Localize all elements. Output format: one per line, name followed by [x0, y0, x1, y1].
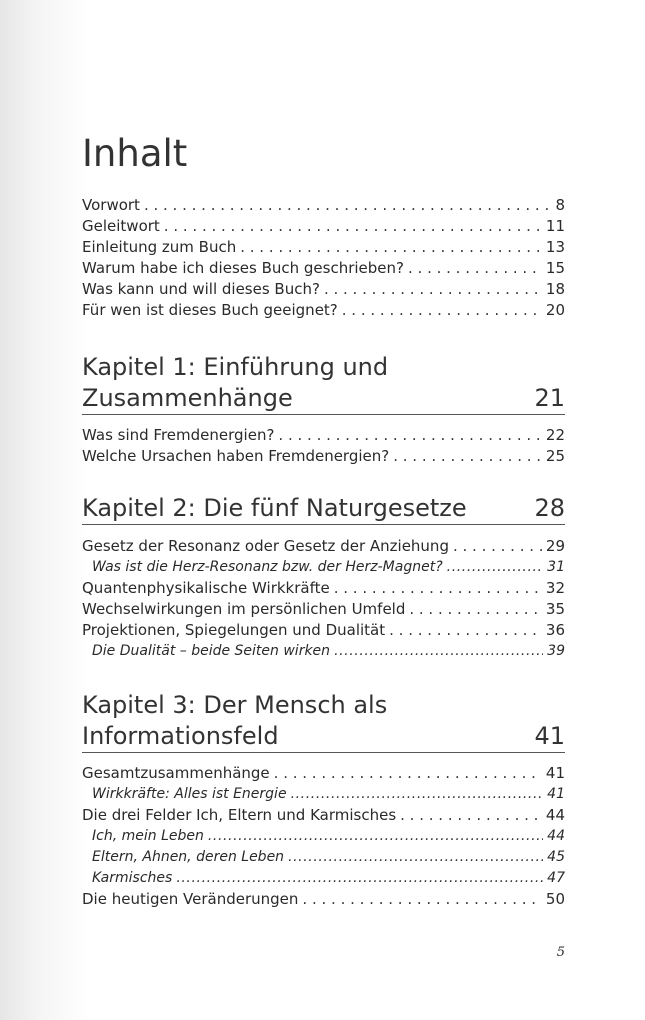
toc-entry[interactable]: [82, 889, 565, 910]
toc-entry-page: 22: [545, 426, 565, 444]
dot-leader: [334, 578, 542, 599]
toc-entry-label: Quantenphysikalische Wirkkräfte: [82, 579, 330, 597]
toc-entry[interactable]: [82, 237, 565, 258]
toc-entry-page: 50: [545, 890, 565, 908]
toc-entry-label: Die heutigen Veränderungen: [82, 890, 299, 908]
toc-entry-label: Was kann und will dieses Buch?: [82, 280, 320, 298]
toc-entry[interactable]: [82, 446, 565, 467]
toc-entry-page: 31: [547, 559, 565, 575]
toc-entry-label: Gesamtzusammenhänge: [82, 764, 270, 782]
toc-entry[interactable]: [82, 300, 565, 321]
chapter-title-line: Kapitel 3: Der Mensch als: [82, 691, 388, 719]
dot-leader: [409, 599, 542, 620]
toc-entry[interactable]: [82, 195, 565, 216]
toc-page: [82, 0, 565, 1020]
toc-entry-page: 29: [545, 537, 565, 555]
dot-leader: [334, 641, 543, 662]
toc-entry-label: Ich, mein Leben: [92, 828, 204, 844]
dot-leader: [288, 847, 543, 868]
toc-entry[interactable]: [82, 599, 565, 620]
toc-entry-label: Karmisches: [92, 870, 173, 886]
chapter-title-line: Informationsfeld: [82, 722, 279, 750]
toc-entry-page: 8: [555, 196, 565, 214]
chapter-page: 21: [534, 384, 565, 412]
toc-subentry[interactable]: [82, 784, 565, 805]
page-number: 5: [556, 945, 565, 960]
toc-entry[interactable]: [82, 578, 565, 599]
toc-entry-label: Die Dualität – beide Seiten wirken: [92, 643, 331, 659]
toc-entry-label: Vorwort: [82, 196, 140, 214]
toc-entry-page: 44: [547, 828, 565, 844]
dot-leader: [453, 536, 542, 557]
toc-entry-page: 39: [547, 643, 565, 659]
dot-leader: [240, 237, 542, 258]
dot-leader: [144, 195, 552, 216]
toc-entry-page: 44: [545, 806, 565, 824]
toc-entry-label: Gesetz der Resonanz oder Gesetz der Anziehung: [82, 537, 449, 555]
dot-leader: [389, 620, 542, 641]
dot-leader: [324, 279, 542, 300]
toc-entry-page: 41: [547, 786, 565, 802]
chapter-page: 41: [534, 722, 565, 750]
toc-entry-label: Wechselwirkungen im persönlichen Umfeld: [82, 600, 406, 618]
dot-leader: [164, 216, 542, 237]
chapter-2-entries: [82, 536, 565, 662]
toc-entry[interactable]: [82, 763, 565, 784]
toc-subentry[interactable]: [82, 641, 565, 662]
toc-entry-page: 45: [547, 849, 565, 865]
toc-entry[interactable]: [82, 620, 565, 641]
chapter-heading-2[interactable]: [82, 493, 565, 525]
toc-entry-page: 18: [545, 280, 565, 298]
dot-leader: [291, 784, 544, 805]
chapter-heading-3[interactable]: [82, 690, 565, 753]
toc-entry-page: 25: [545, 447, 565, 465]
chapter-title-line: Kapitel 2: Die fünf Naturgesetze: [82, 494, 467, 522]
dot-leader: [342, 300, 542, 321]
toc-subentry[interactable]: [82, 868, 565, 889]
toc-entry[interactable]: [82, 805, 565, 826]
dot-leader: [400, 805, 542, 826]
toc-entry-page: 47: [547, 870, 565, 886]
toc-entry-label: Geleitwort: [82, 217, 160, 235]
dot-leader: [393, 446, 542, 467]
toc-entry-page: 32: [545, 579, 565, 597]
toc-entry-label: Eltern, Ahnen, deren Leben: [92, 849, 285, 865]
toc-entry[interactable]: [82, 216, 565, 237]
chapter-3-entries: [82, 763, 565, 910]
toc-entry-page: 36: [545, 621, 565, 639]
toc-subentry[interactable]: [82, 847, 565, 868]
toc-entry-label: Die drei Felder Ich, Eltern und Karmisches: [82, 806, 397, 824]
toc-entry-label: Was ist die Herz-Resonanz bzw. der Herz-Magnet?: [92, 559, 443, 575]
toc-entry-label: Was sind Fremdenergien?: [82, 426, 275, 444]
toc-entry-label: Für wen ist dieses Buch geeignet?: [82, 301, 338, 319]
chapter-heading-1[interactable]: [82, 352, 565, 415]
toc-entry-label: Wirkkräfte: Alles ist Energie: [92, 786, 287, 802]
dot-leader: [408, 258, 542, 279]
toc-entry[interactable]: [82, 258, 565, 279]
toc-subentry[interactable]: [82, 826, 565, 847]
front-matter-list: [82, 195, 565, 321]
toc-entry-page: 15: [545, 259, 565, 277]
dot-leader: [302, 889, 541, 910]
chapter-page: 28: [534, 494, 565, 522]
toc-entry-page: 41: [545, 764, 565, 782]
toc-entry-label: Einleitung zum Buch: [82, 238, 237, 256]
dot-leader: [274, 763, 542, 784]
toc-entry-page: 11: [545, 217, 565, 235]
dot-leader: [278, 425, 541, 446]
chapter-title-line: Kapitel 1: Einführung und: [82, 353, 389, 381]
toc-entry[interactable]: [82, 425, 565, 446]
toc-entry-label: Welche Ursachen haben Fremdenergien?: [82, 447, 390, 465]
dot-leader: [447, 557, 544, 578]
toc-entry[interactable]: [82, 536, 565, 557]
chapter-title-line: Zusammenhänge: [82, 384, 293, 412]
toc-entry-label: Projektionen, Spiegelungen und Dualität: [82, 621, 386, 639]
dot-leader: [176, 868, 543, 889]
toc-subentry[interactable]: [82, 557, 565, 578]
chapter-1-entries: [82, 425, 565, 467]
toc-entry-page: 13: [545, 238, 565, 256]
dot-leader: [208, 826, 543, 847]
toc-entry-page: 35: [545, 600, 565, 618]
toc-entry-label: Warum habe ich dieses Buch geschrieben?: [82, 259, 404, 277]
toc-entry[interactable]: [82, 279, 565, 300]
page-title: Inhalt: [82, 132, 188, 175]
toc-entry-page: 20: [545, 301, 565, 319]
